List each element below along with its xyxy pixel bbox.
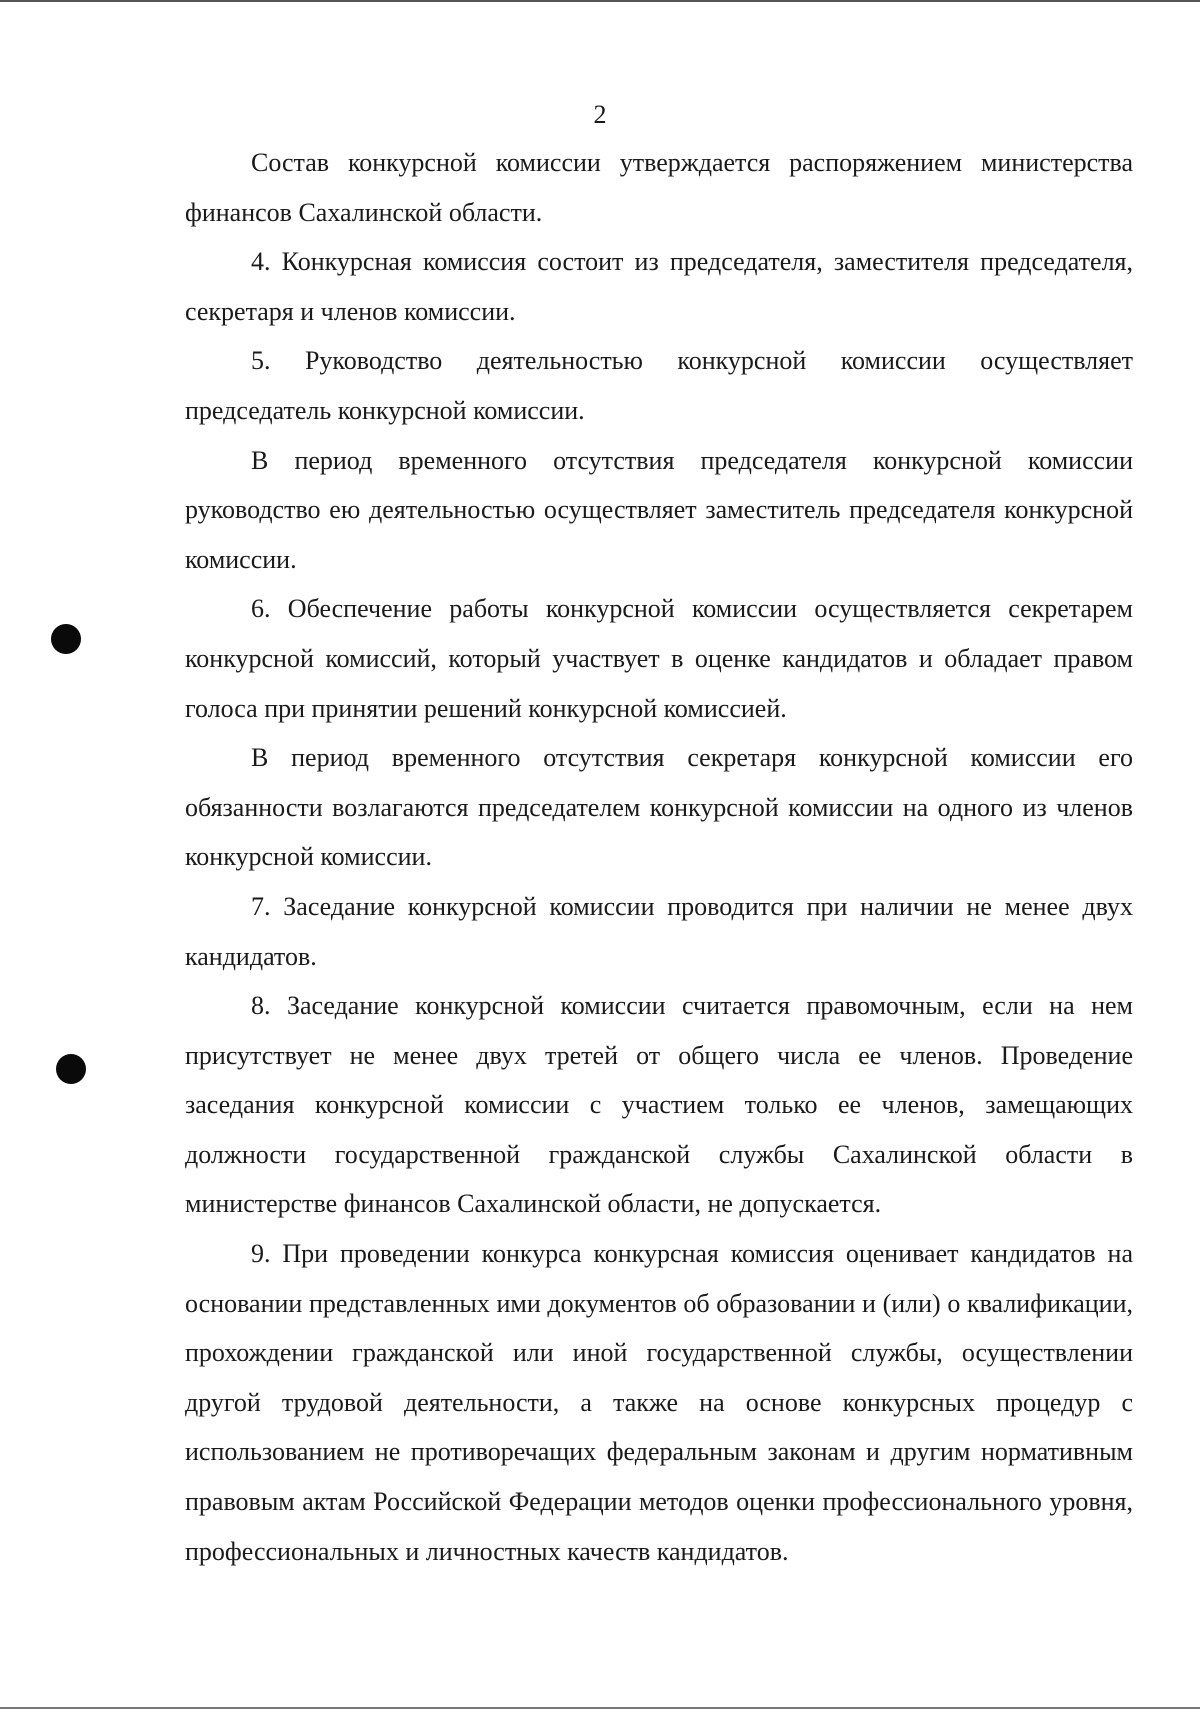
- paragraph-item-6: 6. Обеспечение работы конкурсной комиссии осуществляется секретарем конкурсной комиссий, который участвует в оценке кандидатов и обладает правом голоса при принятии решений конкурсной комиссией.: [185, 594, 1133, 723]
- punch-hole-mark: [56, 1054, 86, 1084]
- punch-hole-mark: [51, 624, 81, 654]
- page-number: 2: [593, 100, 607, 129]
- paragraph-item-8: 8. Заседание конкурсной комиссии считается правомочным, если на нем присутствует не менее двух третей от общего числа ее членов. Проведение заседания конкурсной комиссии с участием только ее членов, замещающих должности государственной гражданской службы Сахалинской области в министерстве финансов Сахалинской области, не допускается.: [185, 991, 1133, 1219]
- paragraph-item-7: 7. Заседание конкурсной комиссии проводится при наличии не менее двух кандидатов.: [185, 891, 1133, 971]
- paragraph-item-5: 5. Руководство деятельностью конкурсной комиссии осуществляет председатель конкурсной комиссии.: [185, 346, 1133, 425]
- scan-bottom-edge: [0, 1707, 1200, 1709]
- scan-top-edge: [0, 0, 1200, 2]
- paragraph-item-4: 4. Конкурсная комиссия состоит из председателя, заместителя председателя, секретаря и членов комиссии.: [185, 247, 1133, 326]
- paragraph-secretary-absence: В период временного отсутствия секретаря конкурсной комиссии его обязанности возлагаются председателем конкурсной комиссии на одного из членов конкурсной комиссии.: [185, 743, 1133, 872]
- paragraph-item-9: 9. При проведении конкурса конкурсная комиссия оценивает кандидатов на основании представленных ими документов об образовании и (или) о квалификации, прохождении гражданской или иной государственной службы, осуществлении другой трудовой деятельности, а также на основе конкурсных процедур с использованием не противоречащих федеральным законам и другим нормативным правовым актам Российской Федерации методов оценки профессионального уровня, профессиональных и личностных качеств кандидатов.: [185, 1239, 1133, 1566]
- paragraph-commission-composition: Состав конкурсной комиссии утверждается распоряжением министерства финансов Сахалинской области.: [185, 148, 1133, 227]
- paragraph-chair-absence: В период временного отсутствия председателя конкурсной комиссии руководство ею деятельностью осуществляет заместитель председателя конкурсной комиссии.: [185, 445, 1133, 574]
- document-body: [185, 138, 1133, 1576]
